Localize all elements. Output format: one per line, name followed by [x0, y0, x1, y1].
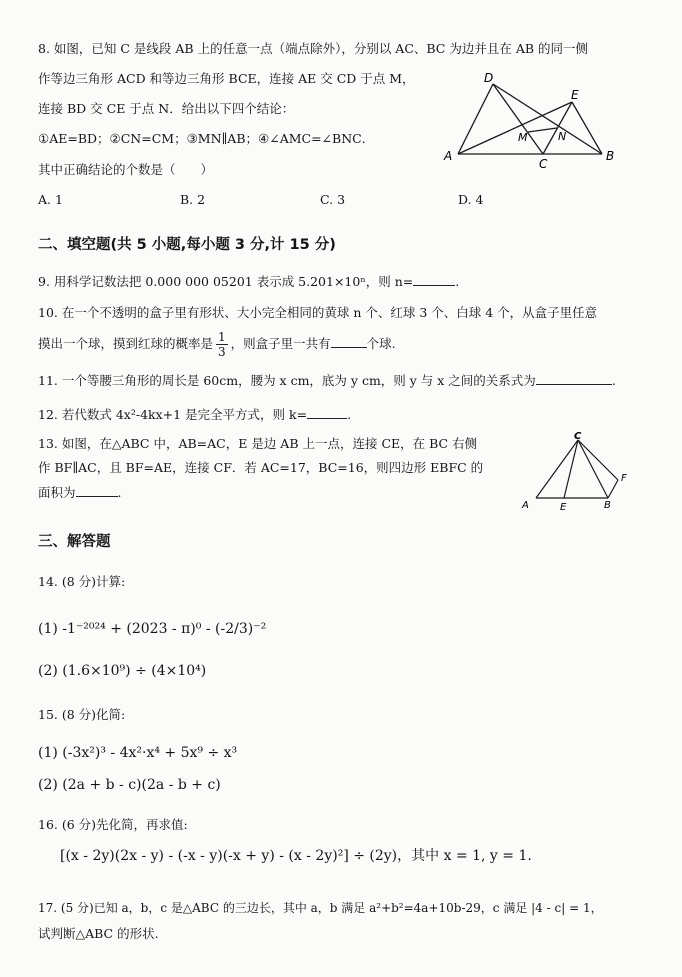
q13-label-b: B	[604, 500, 611, 511]
q8-option-a: A. 1	[38, 192, 63, 207]
q8-label-m: M	[518, 131, 528, 144]
q8-label-e: E	[571, 88, 579, 102]
q10-frac-num: 1	[218, 330, 226, 344]
section-2-title: 二、填空题(共 5 小题,每小题 3 分,计 15 分)	[38, 237, 336, 253]
q12-period: .	[347, 407, 352, 422]
q13-line-1: 13. 如图，在△ABC 中，AB=AC，E 是边 AB 上一点，连接 CE，在 BC 右侧	[38, 436, 478, 451]
q14-part-2: (2) (1.6×10⁹) ÷ (4×10⁴)	[38, 663, 207, 679]
q10-text-a: 摸出一个球，摸到红球的概率是	[38, 336, 214, 351]
q10-fraction	[216, 330, 228, 359]
q11-blank	[536, 371, 612, 385]
q15-part-1: (1) (-3x²)³ - 4x²·x⁴ + 5x⁹ ÷ x³	[38, 745, 238, 761]
q13-label-c: C	[574, 431, 582, 442]
q12-text: 12. 若代数式 4x²-4kx+1 是完全平方式，则 k=	[38, 407, 308, 422]
q11-text: 11. 一个等腰三角形的周长是 60cm，腰为 x cm，底为 y cm，则 y 与 x 之间的关系式为	[38, 373, 536, 388]
q8-option-c: C. 3	[320, 192, 346, 207]
q13-label-a: A	[522, 500, 529, 511]
q8-line-3: 连接 BD 交 CE 于点 N．给出以下四个结论：	[38, 101, 295, 116]
section-3-title: 三、解答题	[38, 534, 111, 550]
q17-line-2: 试判断△ABC 的形状.	[38, 926, 159, 941]
q12	[38, 405, 351, 424]
q9	[38, 272, 459, 291]
q10-line-1: 10. 在一个不透明的盒子里有形状、大小完全相同的黄球 n 个、红球 3 个、白球 4 个，从盒子里任意	[38, 305, 598, 320]
q9-blank	[413, 272, 455, 286]
q8-option-d: D. 4	[458, 192, 484, 207]
q8-option-b: B. 2	[180, 192, 206, 207]
q13-line-2: 作 BF∥AC，且 BF=AE，连接 CF．若 AC=17，BC=16，则四边形 EBFC 的	[38, 460, 484, 475]
q8-question: 其中正确结论的个数是（ ）	[38, 162, 214, 177]
q10-text-b: ，则盒子里一共有	[230, 336, 331, 351]
q13-period: .	[117, 485, 122, 500]
q10-text-c: 个球.	[366, 336, 396, 351]
q13-line-3	[38, 483, 122, 502]
q9-text: 9. 用科学记数法把 0.000 000 05201 表示成 5.201×10ⁿ，则 n=	[38, 274, 414, 289]
q10-blank	[331, 334, 367, 348]
q8-label-a: A	[444, 149, 453, 163]
q8-line-2: 作等边三角形 ACD 和等边三角形 BCE，连接 AE 交 CD 于点 M，	[38, 71, 415, 86]
q8-label-d: D	[484, 71, 494, 85]
q15-part-2: (2) (2a + b - c)(2a - b + c)	[38, 777, 221, 793]
q13-text: 面积为	[38, 485, 76, 500]
q8-line-1: 8. 如图，已知 C 是线段 AB 上的任意一点（端点除外），分别以 AC、BC 为边并且在 AB 的同一侧	[38, 41, 589, 56]
q11	[38, 371, 616, 390]
q8-conclusions: ①AE=BD；②CN=CM；③MN∥AB；④∠AMC=∠BNC．	[38, 131, 375, 146]
q16-head: 16. (6 分)先化简，再求值:	[38, 817, 188, 832]
q13-figure	[518, 430, 638, 515]
q8-figure	[440, 66, 620, 171]
q9-period: .	[455, 274, 460, 289]
q13-label-f: F	[621, 473, 627, 484]
q15-head: 15. (8 分)化简:	[38, 707, 126, 722]
q8-label-b: B	[606, 149, 615, 163]
q8-label-c: C	[539, 157, 548, 171]
q12-blank	[307, 405, 347, 419]
q13-label-e: E	[560, 502, 567, 513]
q14-head: 14. (8 分)计算:	[38, 574, 126, 589]
q10-line-2	[38, 326, 396, 362]
q8-label-n: N	[558, 130, 567, 143]
q16-expression: [(x - 2y)(2x - y) - (-x - y)(-x + y) - (x - 2y)²] ÷ (2y)，其中 x = 1, y = 1.	[60, 848, 532, 864]
q17-line-1: 17. (5 分)已知 a，b，c 是△ABC 的三边长，其中 a，b 满足 a²+b²=4a+10b-29，c 满足 |4 - c| = 1，	[38, 901, 603, 915]
q13-blank	[76, 483, 118, 497]
q10-frac-den: 3	[218, 345, 226, 359]
q11-period: .	[611, 373, 616, 388]
q14-part-1: (1) -1⁻²⁰²⁴ + (2023 - π)⁰ - (-2/3)⁻²	[38, 621, 267, 637]
